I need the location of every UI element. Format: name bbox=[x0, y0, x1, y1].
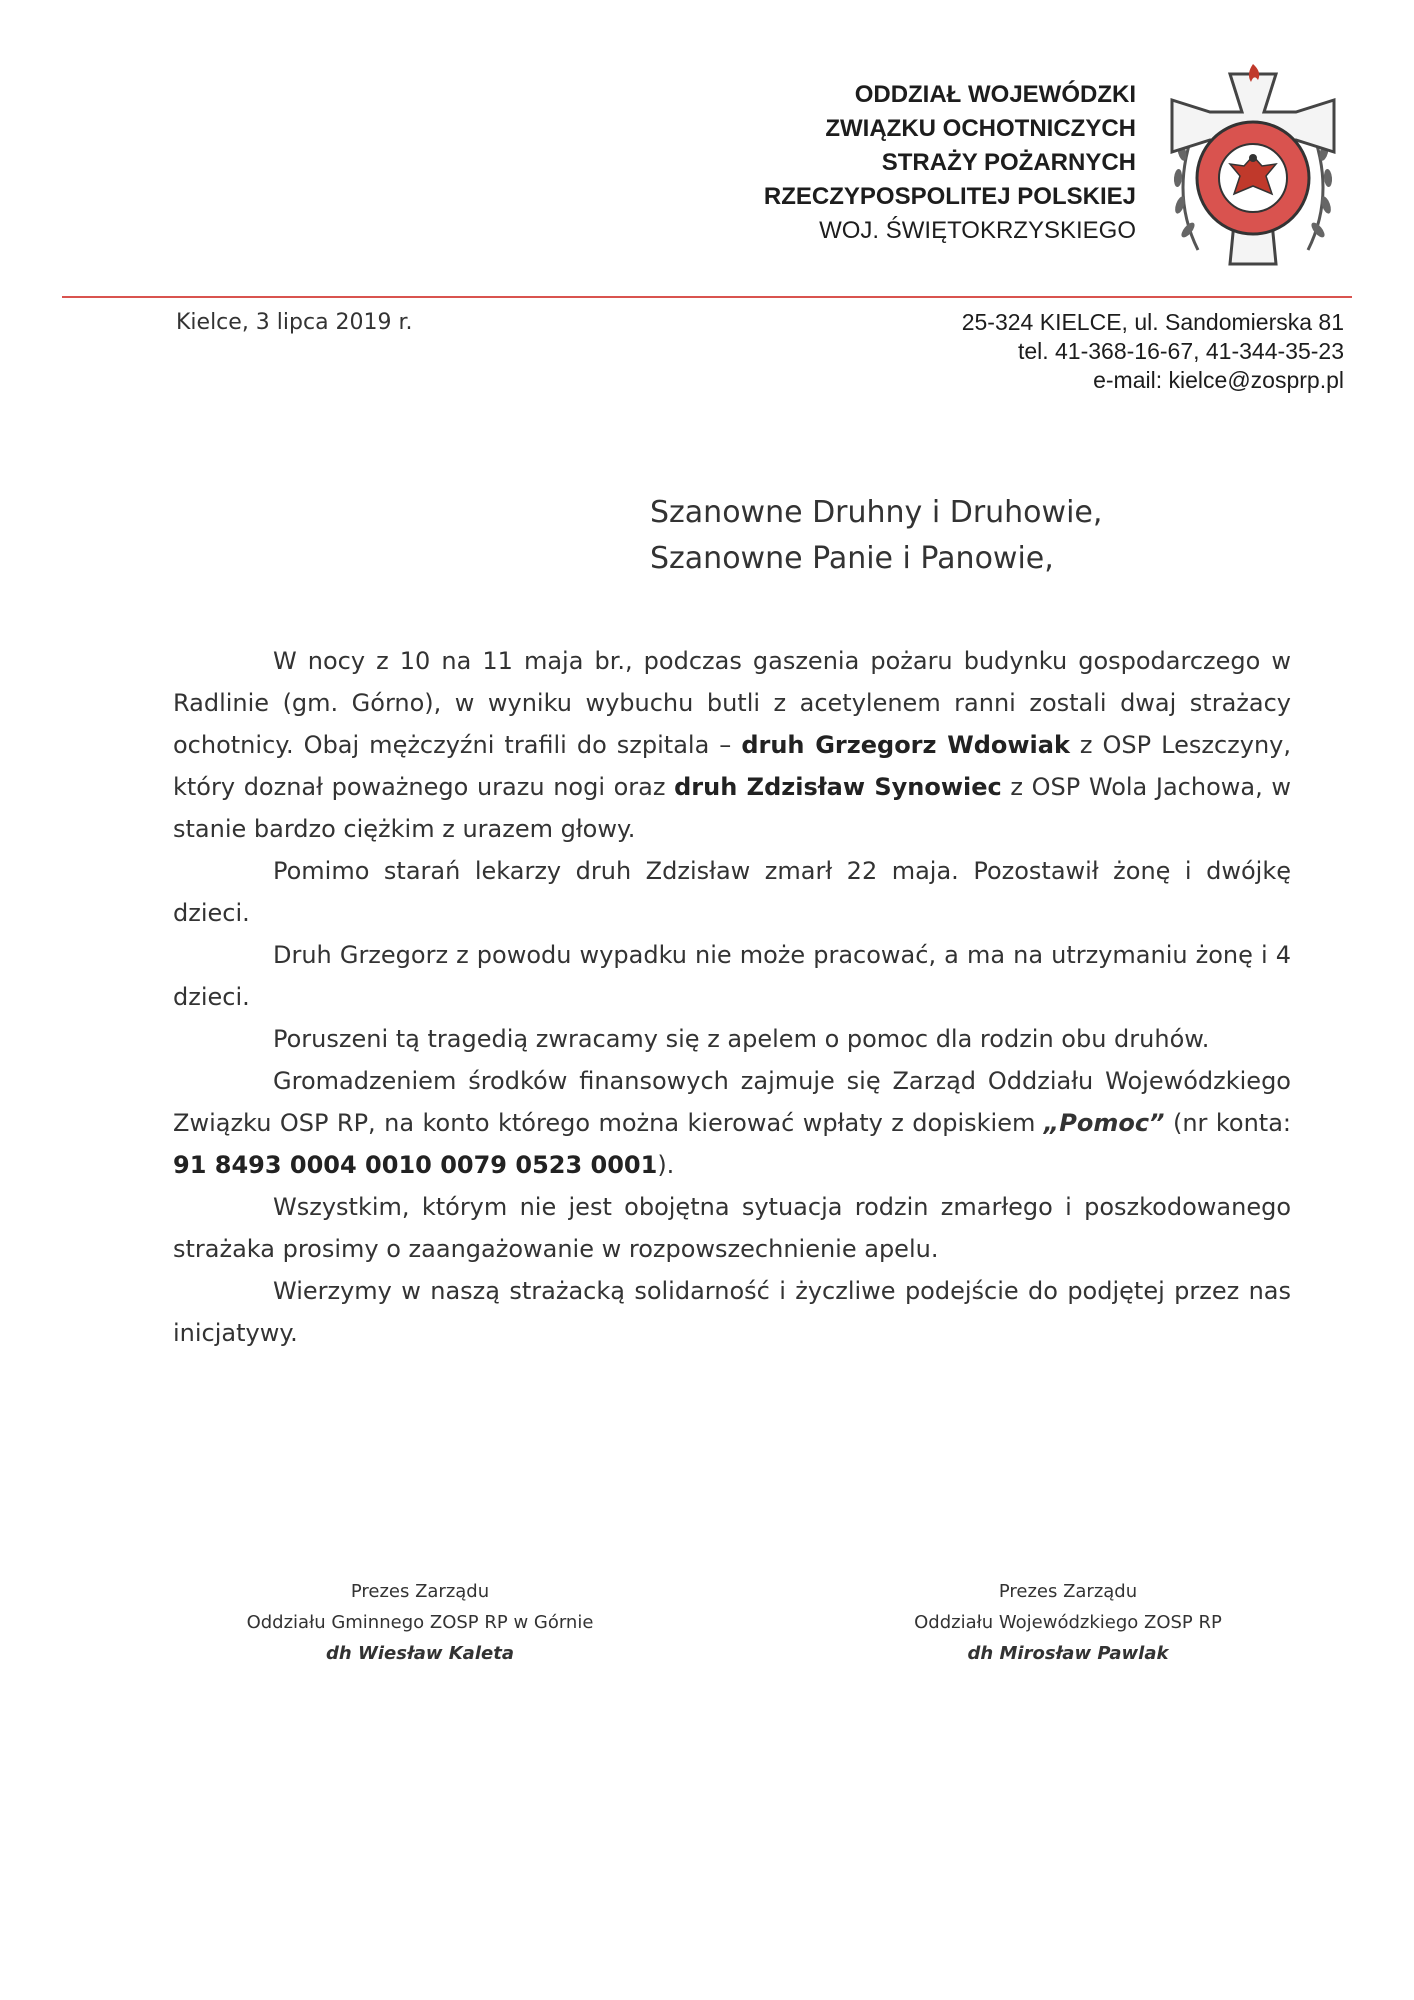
signature-right bbox=[808, 1576, 1328, 1669]
signature-left-org: Oddziału Gminnego ZOSP RP w Górnie bbox=[246, 1612, 594, 1633]
paragraph-7: Wierzymy w naszą strażacką solidarność i życzliwe podejście do podjętej przez nas inicjatywy. bbox=[173, 1277, 1291, 1347]
header-divider bbox=[62, 296, 1352, 298]
signature-left bbox=[160, 1576, 680, 1669]
signature-right-org: Oddziału Wojewódzkiego ZOSP RP bbox=[914, 1612, 1222, 1633]
paragraph-6: Wszystkim, którym nie jest obojętna sytuacja rodzin zmarłego i poszkodowanego strażaka prosimy o zaangażowanie w rozpowszechnienie apelu. bbox=[173, 1193, 1291, 1263]
email-address: e-mail: kielce@zosprp.pl bbox=[1093, 367, 1344, 393]
phone-numbers: tel. 41-368-16-67, 41-344-35-23 bbox=[1017, 338, 1344, 364]
osp-emblem-logo bbox=[1158, 60, 1348, 284]
letter-body bbox=[173, 640, 1291, 1354]
paragraph-2: Pomimo starań lekarzy druh Zdzisław zmarł 22 maja. Pozostawił żonę i dwójkę dzieci. bbox=[173, 857, 1291, 927]
org-line-2: ZWIĄZKU OCHOTNICZYCH bbox=[825, 115, 1136, 142]
paragraph-5: Gromadzeniem środków finansowych zajmuje się Zarząd Oddziału Wojewódzkiego Związku OSP RP, na konto którego można kierować wpłaty z dopiskiem „Pomoc” (nr konta: 91 8493 0004 0010 0079 0523 0001). bbox=[173, 1067, 1291, 1179]
contact-block bbox=[784, 308, 1344, 395]
organization-name bbox=[576, 78, 1136, 248]
signature-right-title: Prezes Zarządu bbox=[998, 1581, 1138, 1602]
signature-right-name: dh Mirosław Pawlak bbox=[967, 1643, 1169, 1664]
bank-account-number: 91 8493 0004 0010 0079 0523 0001 bbox=[173, 1151, 658, 1179]
salutation-line-2: Szanowne Panie i Panowie, bbox=[650, 541, 1054, 576]
paragraph-1: W nocy z 10 na 11 maja br., podczas gaszenia pożaru budynku gospodarczego w Radlinie (gm. Górno), w wyniku wybuchu butli z acetylenem ranni zostali dwaj strażacy ochotnicy. Obaj mężczyźni trafili do szpitala – druh Grzegorz Wdowiak z OSP Leszczyny, który doznał poważnego urazu nogi oraz druh Zdzisław Synowiec z OSP Wola Jachowa, w stanie bardzo ciężkim z urazem głowy. bbox=[173, 647, 1292, 843]
signature-left-title: Prezes Zarządu bbox=[350, 1581, 490, 1602]
name-zdzislaw-synowiec: druh Zdzisław Synowiec bbox=[674, 773, 1002, 801]
paragraph-4: Poruszeni tą tragedią zwracamy się z apelem o pomoc dla rodzin obu druhów. bbox=[273, 1025, 1210, 1053]
salutation bbox=[650, 490, 1102, 582]
signature-left-name: dh Wiesław Kaleta bbox=[326, 1643, 514, 1664]
org-line-3: STRAŻY POŻARNYCH bbox=[881, 149, 1136, 176]
name-grzegorz-wdowiak: druh Grzegorz Wdowiak bbox=[741, 731, 1070, 759]
paragraph-3: Druh Grzegorz z powodu wypadku nie może pracować, a ma na utrzymaniu żonę i 4 dzieci. bbox=[173, 941, 1291, 1011]
letter-date: Kielce, 3 lipca 2019 r. bbox=[176, 310, 413, 335]
salutation-line-1: Szanowne Druhny i Druhowie, bbox=[650, 495, 1103, 530]
postal-address: 25-324 KIELCE, ul. Sandomierska 81 bbox=[961, 309, 1344, 335]
transfer-note: „Pomoc” bbox=[1043, 1109, 1165, 1137]
org-line-5: WOJ. ŚWIĘTOKRZYSKIEGO bbox=[819, 217, 1136, 244]
org-line-1: ODDZIAŁ WOJEWÓDZKI bbox=[854, 81, 1136, 108]
org-line-4: RZECZYPOSPOLITEJ POLSKIEJ bbox=[763, 183, 1136, 210]
